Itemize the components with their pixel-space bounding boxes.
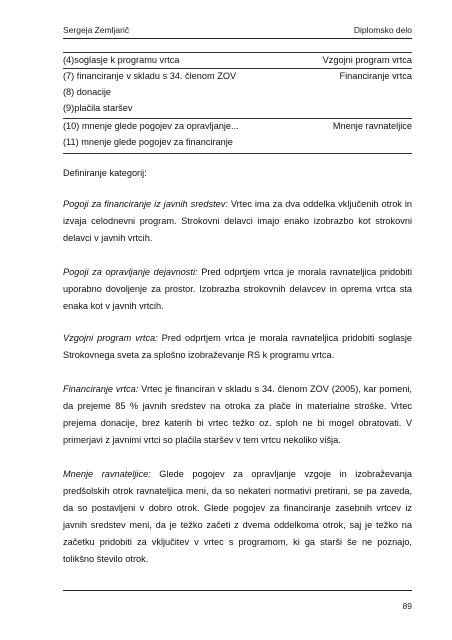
table-row <box>63 118 412 134</box>
intro-text: Definiranje kategorij: <box>63 168 147 178</box>
definition-text: Pred odprtjem vrtca je morala ravnateljica pridobiti uporabno dovoljenje za prostor. Izobrazba strokovnih delavcev in oprema vrtca sta enaka kot v javnih vrtcih. <box>63 267 413 311</box>
table-cell-category: Financiranje vrtca <box>339 71 412 81</box>
footer-divider <box>63 590 412 591</box>
table-cell-category: Vzgojni program vrtca <box>322 55 412 65</box>
definition-term: Mnenje ravnateljice: <box>63 469 151 479</box>
table-divider <box>63 153 412 154</box>
definition-term: Pogoji za financiranje iz javnih sredstev: <box>63 199 228 209</box>
definition-paragraph <box>63 196 412 247</box>
definition-text: Glede pogojev za opravljanje vzgoje in izobraževanja predšolskih otrok ravnateljica meni, da so nekateri normativi pretirani, se pa zaveda, da so postavljeni v dobro otrok. Glede pogojev za financiranje zasebnih vrtcev iz javnih sredstev meni, da je težko začeti z dvema oddelkoma otrok, saj je težko na začetku pridobiti za vključitev v vrtec s programom, ki ga starši še ne poznajo, tolikšno število otrok. <box>63 469 412 564</box>
definition-text: Vrtec ima za dva oddelka vključenih otrok in izvaja celodnevni program. Strokovni delavci imajo enako izobrazbo kot strokovni delavci v javnih vrtcih. <box>63 199 412 243</box>
page-number: 89 <box>402 601 412 611</box>
definition-term: Financiranje vrtca: <box>63 384 139 394</box>
header-author: Sergeja Zemljarič <box>63 25 130 35</box>
page-header <box>63 22 412 36</box>
definition-term: Vzgojni program vrtca: <box>63 333 158 343</box>
definition-paragraph <box>63 466 412 568</box>
table-row <box>63 52 412 68</box>
table-cell-code: (11) mnenje glede pogojev za financiranje <box>63 137 233 147</box>
table-cell-code: (7) financiranje v skladu s 34. členom ZOV <box>63 71 237 81</box>
definition-paragraph <box>63 330 412 364</box>
definition-paragraph <box>63 264 412 315</box>
definition-text: Vrtec je financiran v skladu s 34. členom ZOV (2005), kar pomeni, da prejeme 85 % javnih sredstev na otroka za plače in materialne stroške. Vrtec prejema donacije, brez katerih bi vrtec težko oz. sploh ne bi mogel obratovati. V primerjavi z javnimi vrtci so plačila staršev v tem vrtcu nekoliko višja. <box>63 384 412 445</box>
table-row <box>63 84 412 100</box>
table-row <box>63 100 412 116</box>
section-intro <box>63 165 412 182</box>
table-cell-code: (4)soglasje k programu vrtca <box>63 55 180 65</box>
table-cell-code: (9)plačila staršev <box>63 103 133 113</box>
table-cell-code: (10) mnenje glede pogojev za opravljanje... <box>63 121 239 131</box>
definition-text: Pred odprtjem vrtca je morala ravnateljica pridobiti soglasje Strokovnega sveta za splošno izobraževanje RS k programu vrtca. <box>63 333 412 360</box>
table-cell-code: (8) donacije <box>63 87 112 97</box>
table-cell-category: Mnenje ravnateljice <box>332 121 412 131</box>
definition-paragraph <box>63 381 412 449</box>
header-document-type: Diplomsko delo <box>353 25 412 35</box>
table-row <box>63 134 412 150</box>
table-row <box>63 68 412 84</box>
definition-term: Pogoji za opravljanje dejavnosti: <box>63 267 198 277</box>
header-divider <box>63 38 412 39</box>
